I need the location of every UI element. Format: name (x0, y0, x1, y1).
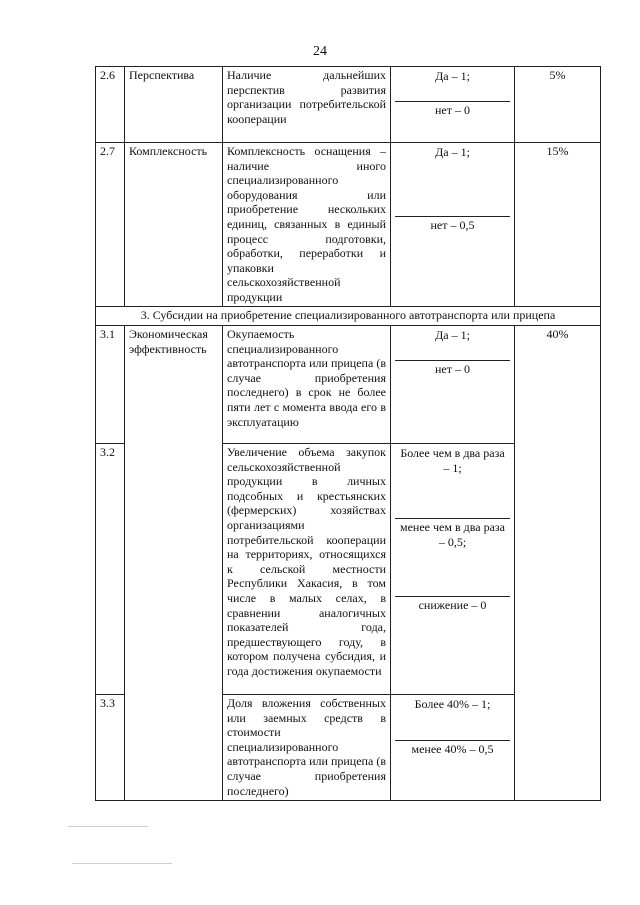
weight-value: 5% (515, 67, 601, 143)
criteria-table (95, 66, 601, 801)
scan-noise (72, 863, 172, 864)
row-number: 2.7 (96, 143, 125, 307)
score-value: нет – 0 (395, 101, 510, 119)
criterion-name: Комплексность (125, 143, 223, 307)
page-number: 24 (313, 44, 327, 59)
weight-value: 15% (515, 143, 601, 307)
criterion-description: Окупаемость специализированного автотранспорта или прицепа (в случае приобретения последнего) в срок не более пяти лет с момента ввода его в эксплуатацию (223, 326, 391, 444)
section-header-row (96, 307, 601, 326)
score-values (391, 695, 515, 801)
score-values (391, 444, 515, 695)
score-value: Более чем в два раза – 1; (400, 446, 505, 475)
row-number: 3.2 (96, 444, 125, 695)
score-values (391, 143, 515, 307)
score-values (391, 67, 515, 143)
criterion-description: Наличие дальнейших перспектив развития организации потребительской кооперации (223, 67, 391, 143)
score-value: нет – 0 (395, 360, 510, 378)
criterion-name: Экономическая эффективность (125, 326, 223, 801)
scan-noise (68, 826, 148, 827)
criterion-description: Комплексность оснащения – наличие иного специализированного оборудования или приобретение нескольких единиц, связанных в единый процесс подготовки, обработки, переработки и упаковки сельскохозяйственной продукции (223, 143, 391, 307)
score-value: Да – 1; (435, 69, 470, 83)
criterion-description: Увеличение объема закупок сельскохозяйственной продукции в личных подсобных и крестьянских (фермерских) хозяйствах организациями потребительской кооперации на территориях, относящихся к сельской местности Республики Хакасия, в том числе в малых селах, в сравнении аналогичных показателей года, предшествующего году, в котором получена субсидия, и года достижения окупаемости (223, 444, 391, 695)
score-value: менее 40% – 0,5 (395, 740, 510, 758)
score-values (391, 326, 515, 444)
criterion-name: Перспектива (125, 67, 223, 143)
table-row (96, 143, 601, 307)
criterion-description: Доля вложения собственных или заемных средств в стоимости специализированного автотранспорта или прицепа (в случае приобретения последнего) (223, 695, 391, 801)
score-value: нет – 0,5 (395, 216, 510, 234)
section-title: 3. Субсидии на приобретение специализированного автотранспорта или прицепа (96, 307, 601, 326)
score-value: Более 40% – 1; (414, 697, 491, 711)
score-value: снижение – 0 (395, 596, 510, 614)
score-value: Да – 1; (435, 145, 470, 159)
weight-value: 40% (515, 326, 601, 801)
row-number: 3.3 (96, 695, 125, 801)
row-number: 3.1 (96, 326, 125, 444)
row-number: 2.6 (96, 67, 125, 143)
table-row (96, 67, 601, 143)
score-value: Да – 1; (435, 328, 470, 342)
table-row (96, 326, 601, 444)
score-value: менее чем в два раза – 0,5; (395, 518, 510, 596)
